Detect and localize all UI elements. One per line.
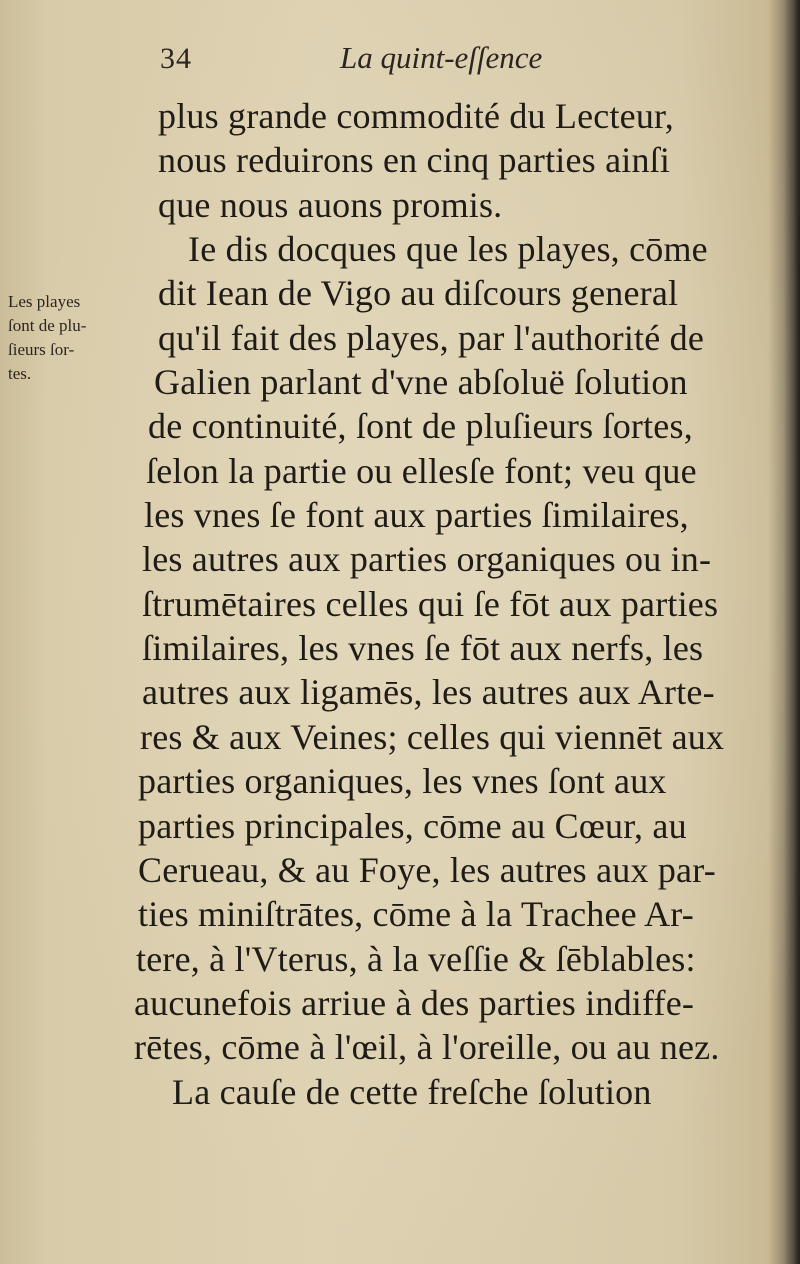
text-line: qu'il fait des playes, par l'authorité de (158, 317, 705, 358)
running-title: La quint-eſſence (340, 40, 543, 75)
page-number: 34 (160, 42, 192, 75)
text-line: ties miniſtrātes, cōme à la Trachee Ar- (138, 894, 694, 935)
text-line: parties organiques, les vnes ſont aux (138, 761, 667, 802)
text-line: ſimilaires, les vnes ſe fōt aux nerfs, les (142, 628, 704, 669)
text-line: rētes, cōme à l'œil, à l'oreille, ou au nez. (134, 1027, 720, 1068)
paragraph-first-line: Ie dis docques que les playes, cōme (188, 229, 708, 270)
marginal-note (8, 290, 126, 386)
paragraph-first-line: La cauſe de cette freſche ſolution (172, 1071, 652, 1112)
marginal-note-line: ſieurs ſor- (8, 340, 75, 359)
text-line: plus grande commodité du Lecteur, (158, 96, 674, 136)
text-line: Galien parlant d'vne abſoluë ſolution (154, 362, 688, 403)
text-line: autres aux ligamēs, les autres aux Arte- (142, 672, 715, 713)
text-line: Cerueau, & au Foye, les autres aux par- (138, 849, 716, 890)
text-line: les vnes ſe font aux parties ſimilaires, (144, 495, 689, 536)
text-line: aucunefois arriue à des parties indiffe- (134, 982, 695, 1023)
page-gutter-shadow (784, 0, 800, 1264)
text-line: dit Iean de Vigo au diſcours general (158, 273, 679, 314)
text-line: nous reduirons en cinq parties ainſi (158, 140, 671, 181)
text-line: tere, à l'Vterus, à la veſſie & ſēblables: (136, 938, 696, 979)
page-header (160, 40, 580, 90)
text-line: res & aux Veines; celles qui viennēt aux (140, 716, 725, 757)
marginal-note-line: tes. (8, 364, 32, 383)
marginal-note-line: Les playes (8, 292, 81, 311)
text-line: ſelon la partie ou ellesſe font; veu que (146, 450, 697, 491)
marginal-note-line: ſont de plu- (8, 316, 87, 335)
text-line: de continuité, ſont de pluſieurs ſortes, (148, 406, 693, 447)
text-line: que nous auons promis. (158, 184, 503, 225)
text-line: parties principales, cōme au Cœur, au (138, 805, 687, 846)
text-line: ſtrumētaires celles qui ſe fōt aux parties (142, 583, 719, 624)
body-text (128, 94, 748, 1114)
text-line: les autres aux parties organiques ou in- (142, 539, 712, 580)
